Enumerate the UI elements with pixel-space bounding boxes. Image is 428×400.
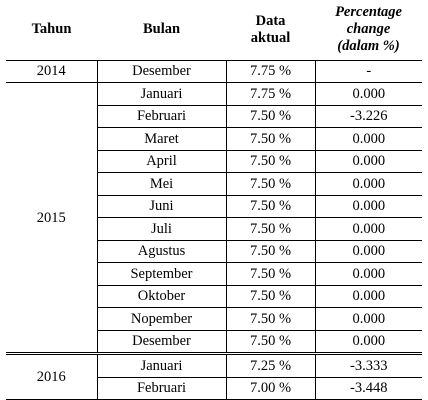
month-cell: Desember [97, 330, 226, 354]
actual-value-cell: 7.50 % [226, 240, 315, 263]
actual-value-cell: 7.75 % [226, 83, 315, 106]
month-cell: Desember [97, 60, 226, 83]
actual-value-cell: 7.00 % [226, 377, 315, 400]
percentage-change-cell: 0.000 [315, 83, 422, 106]
actual-value-cell: 7.50 % [226, 330, 315, 354]
percentage-change-cell: 0.000 [315, 330, 422, 354]
actual-value-cell: 7.50 % [226, 150, 315, 173]
header-pct-line2: change [346, 21, 391, 38]
month-cell: Mei [97, 173, 226, 196]
header-data-aktual [226, 0, 315, 60]
header-percentage-change [315, 0, 422, 60]
header-tahun: Tahun [31, 21, 72, 38]
month-cell: Januari [97, 83, 226, 106]
actual-value-cell: 7.50 % [226, 195, 315, 218]
month-cell: April [97, 150, 226, 173]
percentage-change-cell: 0.000 [315, 240, 422, 263]
percentage-change-cell: 0.000 [315, 173, 422, 196]
percentage-change-cell: 0.000 [315, 308, 422, 331]
percentage-change-cell: -3.226 [315, 105, 422, 128]
month-cell: Nopember [97, 308, 226, 331]
header-pct-line3: (dalam %) [337, 38, 400, 55]
header-data-line1: Data [255, 12, 286, 29]
actual-value-cell: 7.25 % [226, 354, 315, 378]
percentage-change-cell: 0.000 [315, 150, 422, 173]
actual-value-cell: 7.75 % [226, 60, 315, 83]
month-cell: Maret [97, 128, 226, 151]
bi-rate-table [6, 0, 422, 400]
percentage-change-cell: 0.000 [315, 128, 422, 151]
header-bulan: Bulan [142, 21, 181, 38]
percentage-change-cell: -3.448 [315, 377, 422, 400]
percentage-change-cell: 0.000 [315, 285, 422, 308]
percentage-change-cell: 0.000 [315, 195, 422, 218]
month-cell: Februari [97, 105, 226, 128]
month-cell: Februari [97, 377, 226, 400]
header-pct-line1: Percentage [335, 4, 402, 21]
percentage-change-cell: - [315, 60, 422, 83]
percentage-change-cell: 0.000 [315, 263, 422, 286]
table-row [6, 354, 422, 378]
actual-value-cell: 7.50 % [226, 128, 315, 151]
table-row [6, 60, 422, 83]
percentage-change-cell: -3.333 [315, 354, 422, 378]
year-cell: 2014 [6, 60, 97, 83]
month-cell: Juni [97, 195, 226, 218]
actual-value-cell: 7.50 % [226, 285, 315, 308]
month-cell: Oktober [97, 285, 226, 308]
month-cell: Januari [97, 354, 226, 378]
actual-value-cell: 7.50 % [226, 308, 315, 331]
header-data-line2: aktual [250, 29, 291, 46]
month-cell: Juli [97, 218, 226, 241]
percentage-change-cell: 0.000 [315, 218, 422, 241]
table-row [6, 83, 422, 106]
actual-value-cell: 7.50 % [226, 263, 315, 286]
year-cell: 2015 [6, 83, 97, 354]
table-body [6, 60, 422, 400]
month-cell: Agustus [97, 240, 226, 263]
table-header [6, 0, 422, 60]
actual-value-cell: 7.50 % [226, 105, 315, 128]
year-cell: 2016 [6, 354, 97, 400]
month-cell: September [97, 263, 226, 286]
actual-value-cell: 7.50 % [226, 218, 315, 241]
header-row [6, 0, 422, 60]
actual-value-cell: 7.50 % [226, 173, 315, 196]
